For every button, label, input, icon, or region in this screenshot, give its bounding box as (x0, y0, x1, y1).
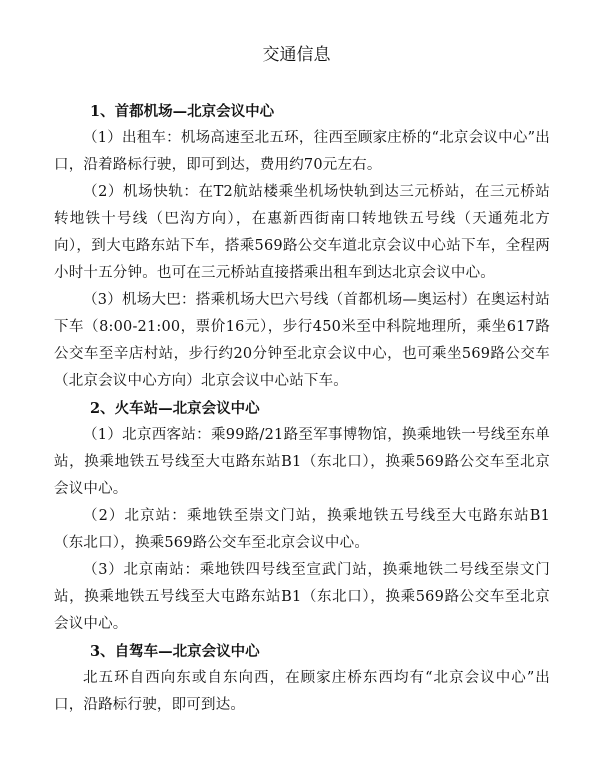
section-self-drive (54, 638, 550, 719)
paragraph-taxi: （1）出租车：机场高速至北五环，往西至顾家庄桥的“北京会议中心”出口，沿着路标行驶，即可到达，费用约70元左右。 (54, 130, 550, 173)
section-heading: 3、自驾车—北京会议中心 (90, 643, 260, 660)
paragraph-beijing-west: （1）北京西客站：乘99路/21路至军事博物馆，换乘地铁一号线至东单站，换乘地铁五号线至大屯路东站B1（东北口），换乘569路公交车至北京会议中心。 (54, 427, 550, 497)
section-heading: 1、首都机场—北京会议中心 (90, 103, 275, 120)
paragraph-airport-express: （2）机场快轨：在T2航站楼乘坐机场快轨到达三元桥站，在三元桥站转地铁十号线（巴沟方向），在惠新西街南口转地铁五号线（天通苑北方向），到大屯路东站下车，搭乘569路公交车道北京会议中心站下车，全程两小时十五分钟。也可在三元桥站直接搭乘出租车到达北京会议中心。 (54, 184, 550, 281)
paragraph-airport-bus: （3）机场大巴：搭乘机场大巴六号线（首都机场—奥运村）在奥运村站下车（8:00-21:00，票价16元），步行450米至中科院地理所，乘坐617路公交车至辛店村站，步行约20分钟至北京会议中心，也可乘坐569路公交车（北京会议中心方向）北京会议中心站下车。 (54, 292, 550, 389)
paragraph-beijing-south: （3）北京南站：乘地铁四号线至宣武门站，换乘地铁二号线至崇文门站，换乘地铁五号线至大屯路东站B1（东北口），换乘569路公交车至北京会议中心。 (54, 562, 550, 632)
section-airport (54, 98, 550, 395)
document-title: 交通信息 (262, 45, 331, 65)
section-heading: 2、火车站—北京会议中心 (90, 400, 260, 417)
paragraph-beijing-station: （2）北京站：乘地铁至崇文门站，换乘地铁五号线至大屯路东站B1（东北口），换乘569路公交车至北京会议中心。 (54, 508, 550, 551)
document-body (54, 98, 550, 719)
paragraph-self-drive: 北五环自西向东或自东向西，在顾家庄桥东西均有“北京会议中心”出口，沿路标行驶，即可到达。 (54, 670, 550, 713)
section-train-station (54, 395, 550, 638)
